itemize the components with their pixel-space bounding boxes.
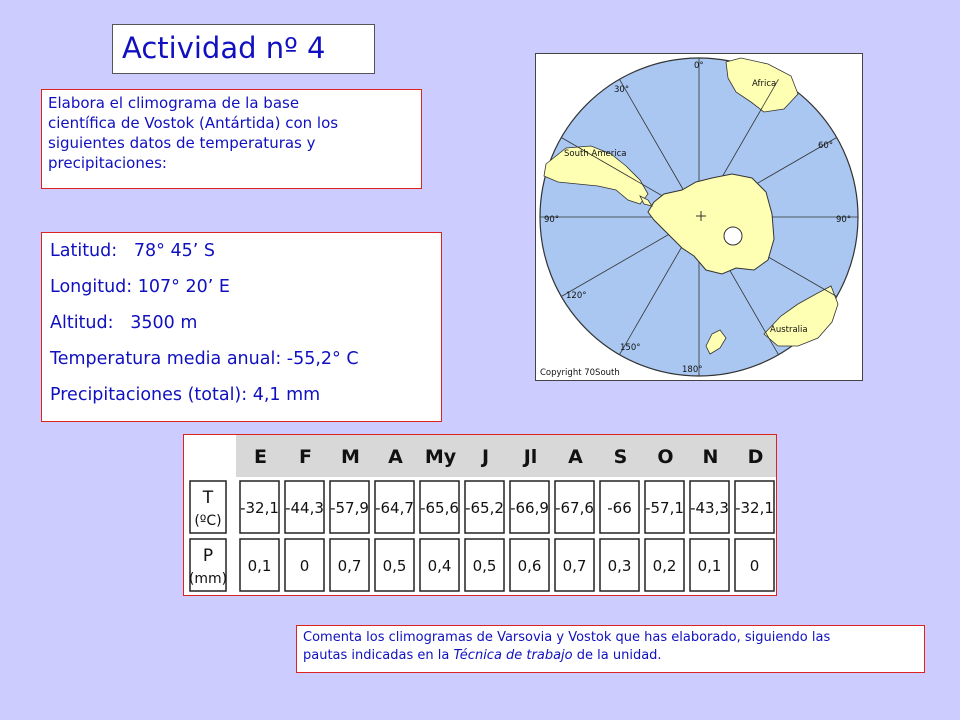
- temp-value: -66: [607, 499, 632, 517]
- label-south-america: South America: [564, 149, 627, 159]
- precip-value: 0,7: [337, 557, 362, 575]
- total-precipitation: Precipitaciones (total): 4,1 mm: [50, 385, 321, 405]
- temp-value: -32,1: [240, 499, 279, 517]
- precip-value: 0: [749, 557, 760, 575]
- altitude-row: [50, 309, 441, 345]
- longitude-row: [50, 273, 441, 309]
- month-header: My: [424, 446, 457, 468]
- temp-value: -66,9: [510, 499, 549, 517]
- precip-label-p: P: [202, 546, 214, 566]
- month-header: N: [702, 446, 719, 468]
- label-90-left: 90°: [544, 215, 560, 225]
- month-header: S: [613, 446, 628, 468]
- antarctica-map: [535, 53, 863, 381]
- precip-value: 0,7: [562, 557, 587, 575]
- table-svg: [184, 435, 778, 597]
- page-title: Actividad nº 4: [122, 31, 326, 65]
- month-header: A: [388, 446, 403, 468]
- vostok-location-marker: [724, 227, 742, 245]
- temp-value: -65,6: [420, 499, 459, 517]
- map-svg: [536, 54, 862, 380]
- temp-value: -67,6: [555, 499, 594, 517]
- label-30: 30°: [614, 85, 630, 95]
- temp-label-unit: (ºC): [194, 513, 222, 529]
- intro-box: [41, 89, 422, 189]
- intro-line: Elabora el climograma de la base: [48, 94, 300, 112]
- temp-value: -57,1: [645, 499, 684, 517]
- label-180: 180°: [682, 365, 703, 375]
- comment-box: [296, 625, 925, 673]
- precip-value: 0: [299, 557, 310, 575]
- precip-value: 0,1: [247, 557, 272, 575]
- label-120: 120°: [566, 291, 587, 301]
- intro-line: científica de Vostok (Antártida) con los: [48, 114, 339, 132]
- precip-value: 0,5: [382, 557, 407, 575]
- latitude-label: Latitud:: [50, 241, 118, 261]
- label-africa: Africa: [752, 79, 777, 89]
- temp-value: -64,7: [375, 499, 414, 517]
- altitude-value: 3500 m: [130, 313, 198, 333]
- altitude-label: Altitud:: [50, 313, 114, 333]
- precip-value: 0,2: [652, 557, 677, 575]
- temp-value: -32,1: [735, 499, 774, 517]
- precip-value: 0,5: [472, 557, 497, 575]
- month-header: D: [747, 446, 764, 468]
- temp-value: -43,3: [690, 499, 729, 517]
- precip-value: 0,6: [517, 557, 542, 575]
- month-header: F: [299, 446, 312, 468]
- month-header: M: [341, 446, 360, 468]
- precip-value: 0,1: [697, 557, 722, 575]
- precip-label-unit: (mm): [188, 571, 228, 587]
- station-data-box: [41, 232, 442, 422]
- label-60: 60°: [818, 141, 834, 151]
- month-header: Jl: [523, 446, 538, 468]
- temp-value: -57,9: [330, 499, 369, 517]
- mean-temperature: Temperatura media anual: -55,2° C: [50, 349, 359, 369]
- month-header: A: [568, 446, 583, 468]
- latitude-value: 78° 45’ S: [133, 241, 215, 261]
- precip-value: 0,4: [427, 557, 452, 575]
- label-australia: Australia: [770, 325, 808, 335]
- temp-value: -65,2: [465, 499, 504, 517]
- intro-line: siguientes datos de temperaturas y: [48, 134, 316, 152]
- latitude-row: [50, 237, 441, 273]
- comment-line-1: Comenta los climogramas de Varsovia y Vostok que has elaborado, siguiendo las: [303, 630, 831, 645]
- precip-value: 0,3: [607, 557, 632, 575]
- comment-text-end: de la unidad.: [572, 648, 662, 663]
- label-90-right: 90°: [836, 215, 852, 225]
- intro-line: precipitaciones:: [48, 154, 167, 172]
- comment-technique: Técnica de trabajo: [453, 648, 573, 663]
- copyright-label: Copyright 70South: [540, 368, 620, 378]
- temp-label-t: T: [202, 488, 214, 508]
- month-header: O: [657, 446, 674, 468]
- month-header: J: [481, 446, 490, 468]
- label-0: 0°: [694, 61, 704, 71]
- label-150: 150°: [620, 343, 641, 353]
- temp-value: -44,3: [285, 499, 324, 517]
- comment-text: pautas indicadas en la: [303, 648, 454, 663]
- climate-table: [183, 434, 777, 596]
- title-box: [112, 24, 375, 74]
- month-header: E: [254, 446, 267, 468]
- longitude-value: 107° 20’ E: [137, 277, 230, 297]
- month-header-bg: [236, 435, 776, 477]
- comment-line-2: [303, 647, 924, 665]
- longitude-label: Longitud:: [50, 277, 133, 297]
